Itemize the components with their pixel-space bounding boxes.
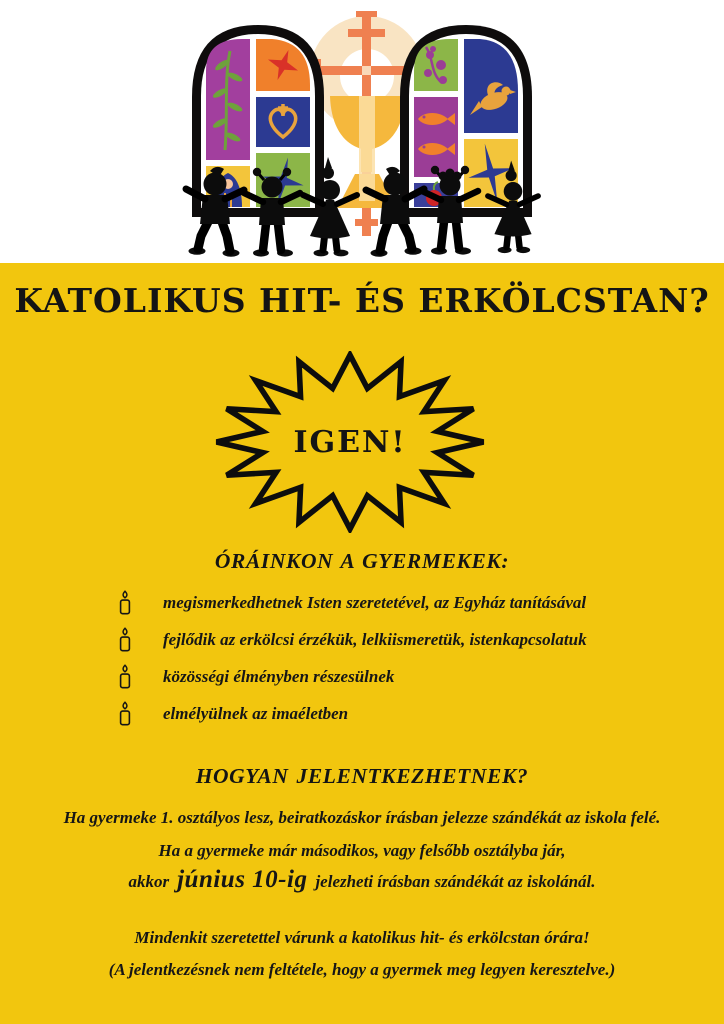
deadline-date: június 10-ig (177, 866, 308, 893)
burst-label: IGEN! (293, 424, 407, 460)
deadline-suffix: jelezheti írásban szándékát az iskolánál. (315, 872, 596, 891)
benefit-text: közösségi élményben részesülnek (163, 666, 395, 686)
candle-icon (117, 700, 133, 728)
list-item (117, 621, 677, 658)
benefit-text: megismerkedhetnek Isten szeretetével, az Egyház tanításával (163, 592, 587, 612)
igen-burst (206, 351, 494, 533)
benefits-heading: ÓRÁINKON A GYERMEKEK: (214, 549, 510, 573)
closing-line-2: (A jelentkezésnek nem feltétele, hogy a gyermek meg legyen keresztelve.) (108, 960, 616, 979)
benefits-list (117, 584, 677, 732)
list-item (117, 695, 677, 732)
closing-line-1: Mindenkit szeretettel várunk a katolikus hit- és erkölcstan órára! (134, 928, 590, 947)
benefit-text: fejlődik az erkölcsi érzékük, lelkiismeretük, istenkapcsolatuk (163, 629, 587, 649)
deadline-prefix: akkor (128, 872, 170, 891)
howto-heading: HOGYAN JELENTKEZHETNEK? (195, 764, 529, 788)
benefit-text: elmélyülnek az imaéletben (163, 703, 349, 723)
howto-line-1: Ha gyermeke 1. osztályos lesz, beiratkozáskor írásban jelezze szándékát az iskola felé. (63, 808, 661, 827)
howto-line-2: Ha a gyermeke már másodikos, vagy felsőbb osztályba jár, (158, 841, 566, 860)
list-item (117, 584, 677, 621)
church-windows-children-illustration (0, 0, 724, 263)
candle-icon (117, 663, 133, 691)
list-item (117, 658, 677, 695)
candle-icon (117, 589, 133, 617)
page-title: KATOLIKUS HIT- ÉS ERKÖLCSTAN? (14, 281, 710, 320)
howto-line-3 (0, 866, 724, 894)
candle-icon (117, 626, 133, 654)
